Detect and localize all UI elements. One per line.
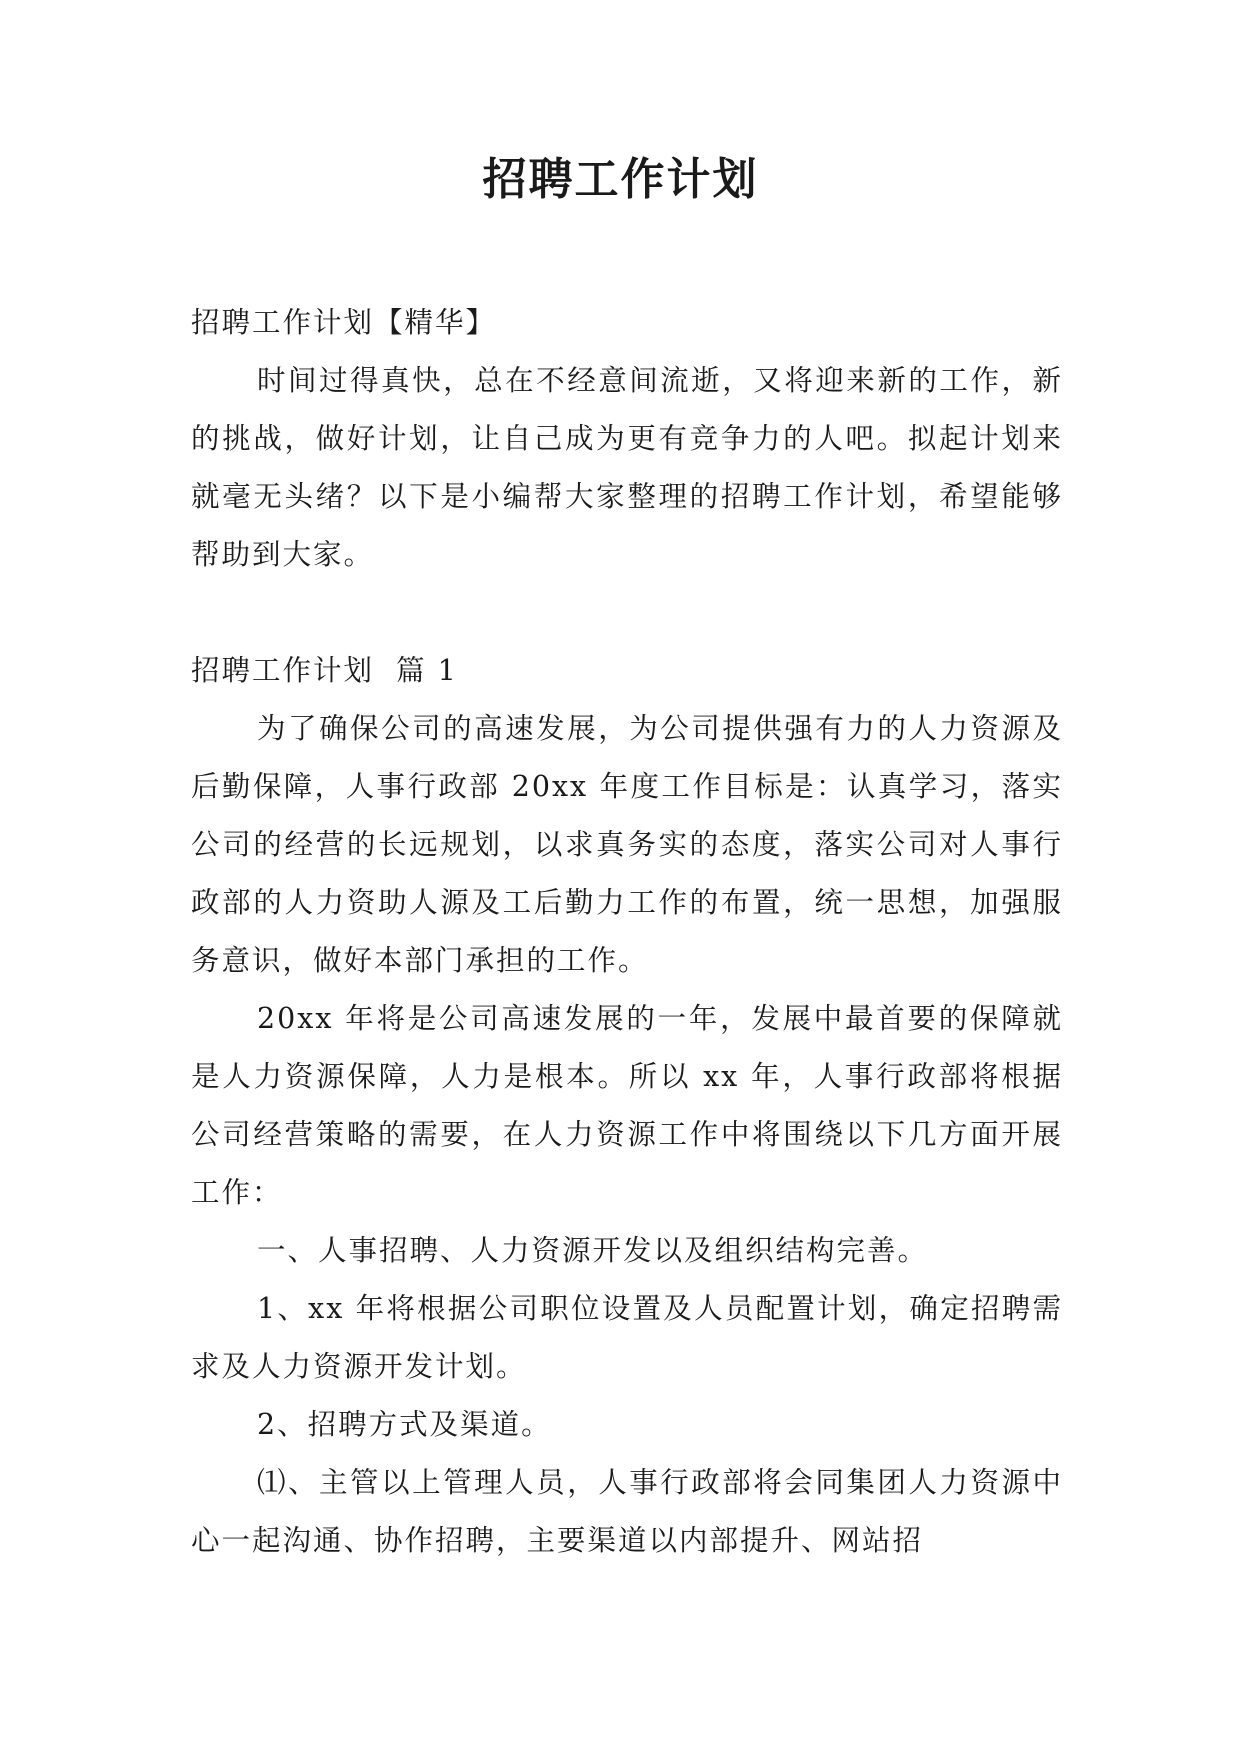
body-paragraph: 2、招聘方式及渠道。 — [257, 1408, 552, 1441]
body-paragraph: 为了确保公司的高速发展，为公司提供强有力的人力资源及后勤保障，人事行政部 20xx 年度工作目标是：认真学习，落实公司的经营的长远规划，以求真务实的态度，落实公司对人事行政部的人力资助人源及工后勤力工作的布置，统一思想，加强服务意识，做好本部门承担的工作。 — [191, 712, 1063, 977]
intro-paragraph: 时间过得真快，总在不经意间流逝，又将迎来新的工作，新的挑战，做好计划，让自己成为更有竞争力的人吧。拟起计划来就毫无头绪？以下是小编帮大家整理的招聘工作计划，希望能够帮助到大家。 — [191, 364, 1063, 571]
body-paragraph: 1、xx 年将根据公司职位设置及人员配置计划，确定招聘需求及人力资源开发计划。 — [191, 1292, 1063, 1383]
body-paragraph: 一、人事招聘、人力资源开发以及组织结构完善。 — [257, 1234, 929, 1267]
document-body — [191, 294, 1063, 1570]
document-title: 招聘工作计划 — [482, 154, 759, 205]
document-subtitle: 招聘工作计划【精华】 — [191, 306, 497, 339]
section-spacer — [191, 584, 1063, 642]
section-heading: 招聘工作计划 篇 1 — [191, 654, 458, 687]
body-paragraph: 20xx 年将是公司高速发展的一年，发展中最首要的保障就是人力资源保障，人力是根本。所以 xx 年，人事行政部将根据公司经营策略的需要，在人力资源工作中将围绕以下几方面开展工作： — [191, 1002, 1063, 1209]
body-paragraph: ⑴、主管以上管理人员，人事行政部将会同集团人力资源中心一起沟通、协作招聘，主要渠道以内部提升、网站招 — [191, 1466, 1063, 1557]
